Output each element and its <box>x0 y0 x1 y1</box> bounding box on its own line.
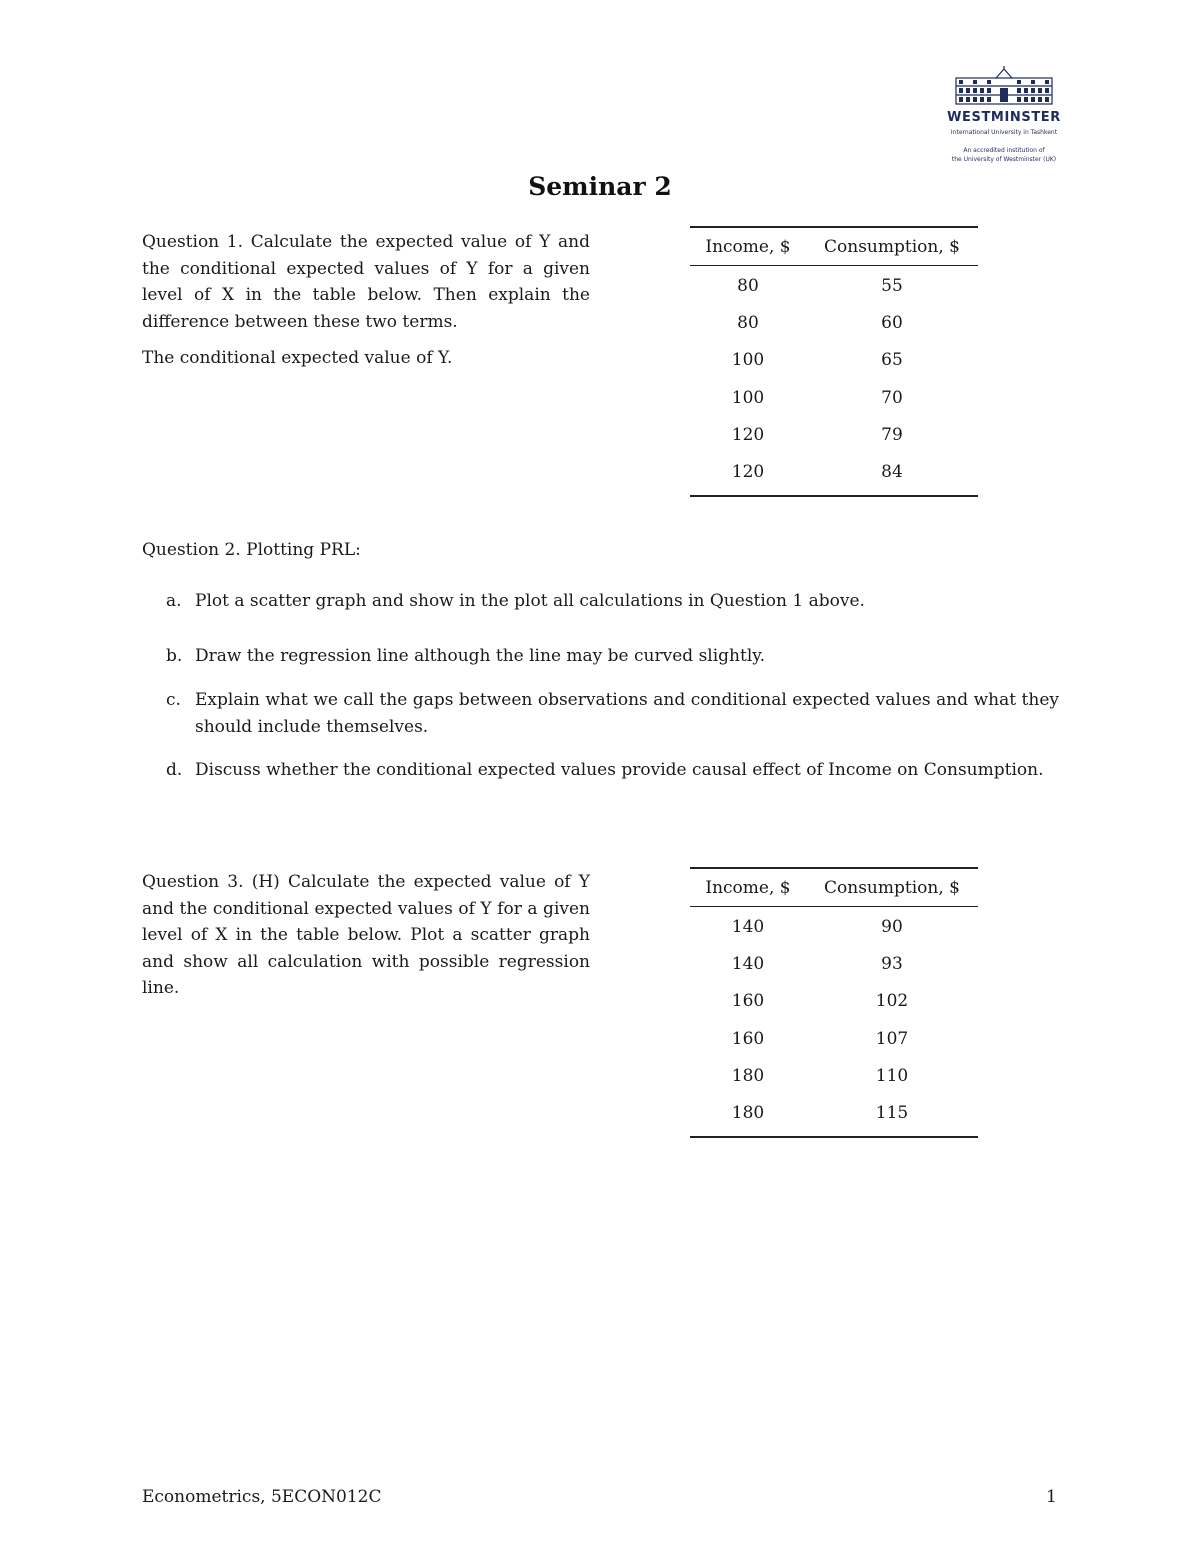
cell-consumption: 55 <box>881 275 903 296</box>
question-1-text: Question 1. Calculate the expected value of Y and the conditional expected values of Y for a given level of X in the table below. Then explain the difference between these two terms. <box>142 232 590 332</box>
table-row <box>690 304 978 341</box>
cell-consumption: 107 <box>875 1028 909 1049</box>
cell-consumption: 110 <box>875 1065 909 1086</box>
cell-income: 100 <box>731 350 765 371</box>
list-item-text: Plot a scatter graph and show in the plot all calculations in Question 1 above. <box>195 591 865 611</box>
list-item-marker: b. <box>166 646 183 666</box>
question-3-text: Question 3. (H) Calculate the expected value of Y and the conditional expected values of Y for a given level of X in the table below. Plot a scatter graph and show all calculation with possible regression line. <box>142 872 590 998</box>
table-row <box>690 1057 978 1094</box>
cell-income: 100 <box>731 387 765 408</box>
income-consumption-table-2 <box>690 867 978 1138</box>
cell-consumption: 65 <box>881 350 903 371</box>
table-row <box>690 1020 978 1057</box>
cell-income: 80 <box>737 312 759 333</box>
list-item <box>166 588 1059 615</box>
list-item-text: Explain what we call the gaps between observations and conditional expected values and what they should include themselves. <box>195 690 1059 737</box>
page-number: 1 <box>1046 1487 1057 1507</box>
column-header-consumption: Consumption, $ <box>824 236 960 257</box>
table-row <box>690 1094 978 1131</box>
logo-accreditation-line-2: the University of Westminster (UK) <box>951 156 1057 163</box>
column-header-consumption: Consumption, $ <box>824 877 960 898</box>
cell-income: 160 <box>731 991 765 1012</box>
cell-income: 80 <box>737 275 759 296</box>
cell-income: 120 <box>731 424 765 445</box>
cell-consumption: 79 <box>881 424 903 445</box>
logo-wordmark: WESTMINSTER <box>947 110 1061 125</box>
cell-consumption: 115 <box>875 1103 909 1124</box>
list-item <box>166 687 1059 740</box>
list-item-text: Draw the regression line although the line may be curved slightly. <box>195 646 766 666</box>
income-consumption-table-1 <box>690 226 978 497</box>
table-row <box>690 908 978 945</box>
cell-consumption: 84 <box>881 462 903 483</box>
list-item <box>166 757 1059 784</box>
list-item <box>166 643 1059 670</box>
question-1-subtext: The conditional expected value of Y. <box>142 348 453 368</box>
table-row <box>690 267 978 304</box>
building-crest-icon <box>944 66 1064 108</box>
cell-income: 180 <box>731 1065 765 1086</box>
question-2-title: Question 2. Plotting PRL: <box>142 540 361 560</box>
cell-consumption: 70 <box>881 387 903 408</box>
list-item-marker: c. <box>166 690 181 710</box>
page-title: Seminar 2 <box>528 172 672 201</box>
cell-income: 120 <box>731 462 765 483</box>
cell-income: 160 <box>731 1028 765 1049</box>
footer-course-code: Econometrics, 5ECON012C <box>142 1487 382 1507</box>
table-row <box>690 453 978 490</box>
table-header <box>690 228 978 266</box>
cell-income: 140 <box>731 916 765 937</box>
table-row <box>690 379 978 416</box>
cell-consumption: 93 <box>881 953 903 974</box>
cell-income: 140 <box>731 953 765 974</box>
table-header <box>690 869 978 907</box>
table-row <box>690 342 978 379</box>
logo-accreditation-line-1: An accredited institution of <box>963 147 1045 154</box>
cell-consumption: 102 <box>875 991 909 1012</box>
list-item-text: Discuss whether the conditional expected values provide causal effect of Income on Consumption. <box>195 760 1044 780</box>
cell-consumption: 60 <box>881 312 903 333</box>
column-header-income: Income, $ <box>705 236 791 257</box>
cell-consumption: 90 <box>881 916 903 937</box>
list-item-marker: a. <box>166 591 182 611</box>
list-item-marker: d. <box>166 760 183 780</box>
table-row <box>690 945 978 982</box>
university-logo <box>944 66 1064 168</box>
column-header-income: Income, $ <box>705 877 791 898</box>
cell-income: 180 <box>731 1103 765 1124</box>
table-row <box>690 416 978 453</box>
table-row <box>690 983 978 1020</box>
logo-subtitle: International University in Tashkent <box>950 129 1058 136</box>
